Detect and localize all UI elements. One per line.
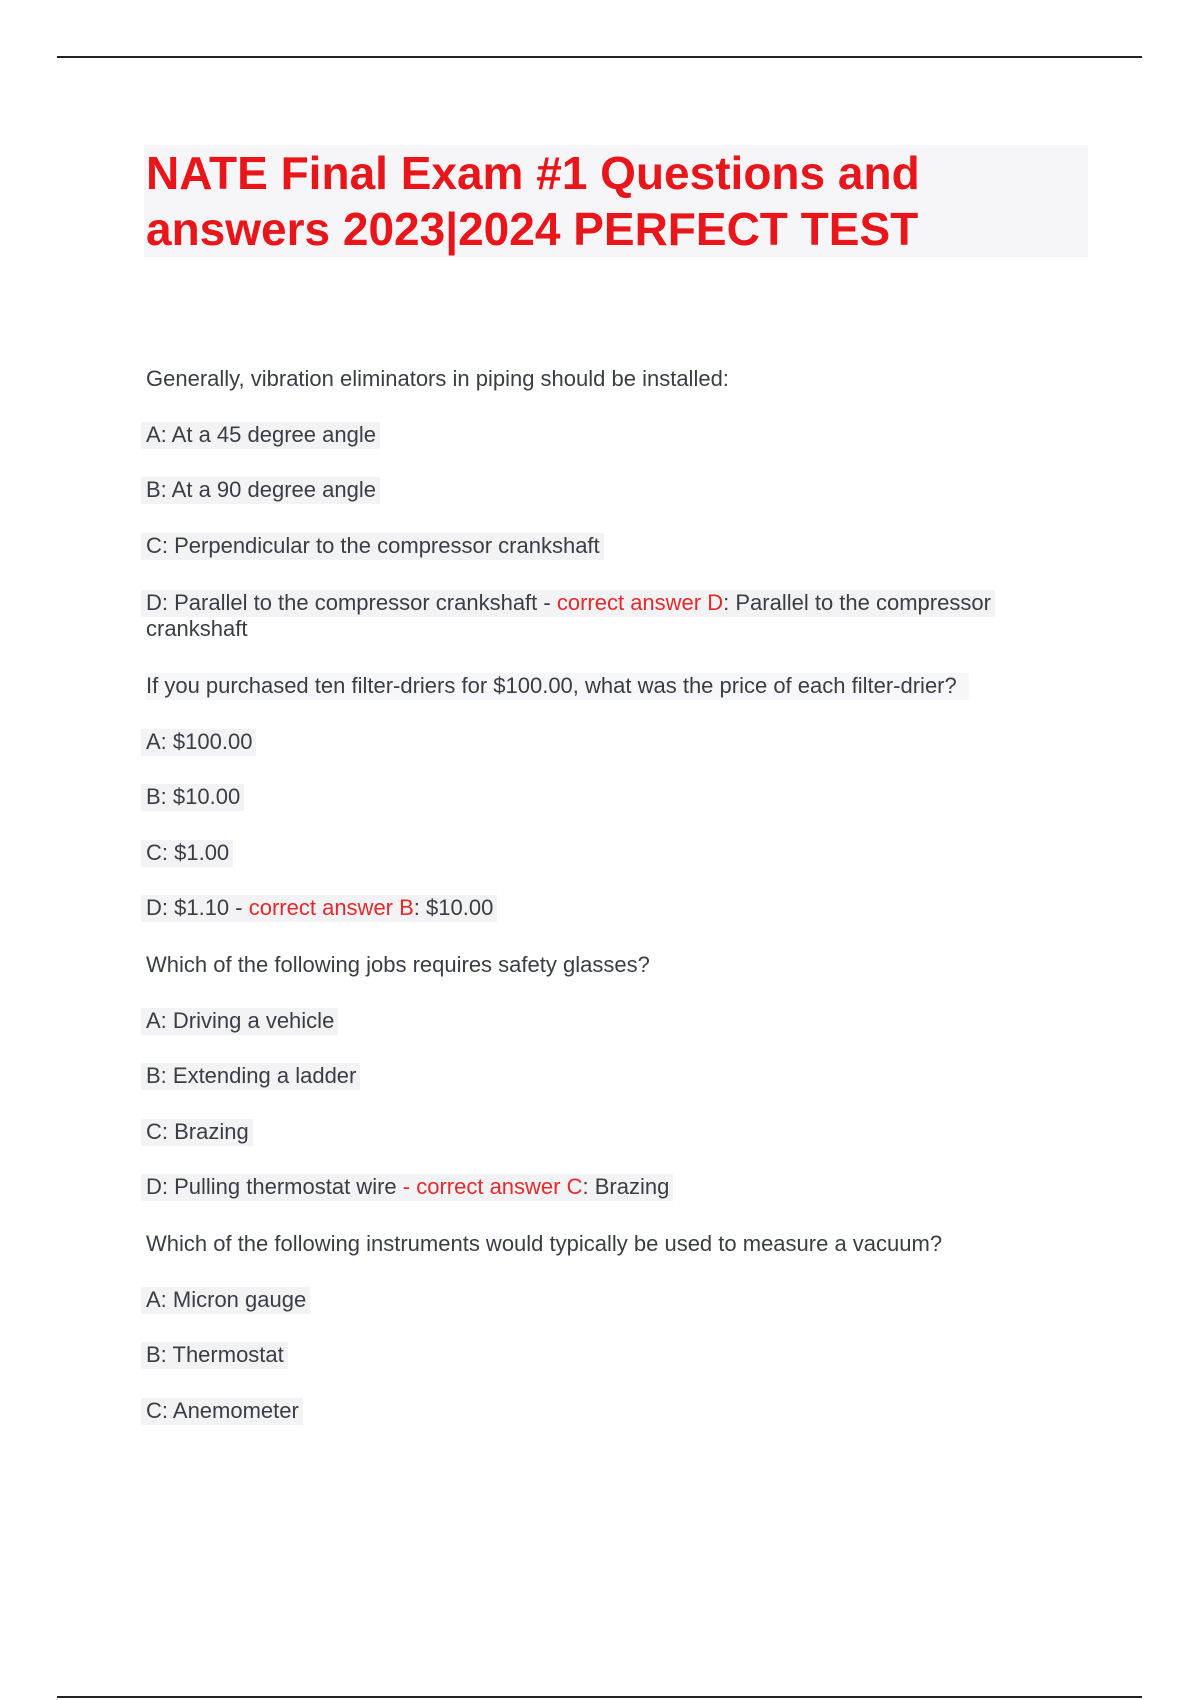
option xyxy=(146,1287,310,1313)
correct-answer-label: correct answer C xyxy=(416,1174,583,1199)
option-text: B: At a 90 degree angle xyxy=(141,477,380,504)
option-text: C: Perpendicular to the compressor crankshaft xyxy=(141,533,604,560)
option-text: B: Extending a ladder xyxy=(141,1063,360,1090)
question-text: Which of the following instruments would typically be used to measure a vacuum? xyxy=(146,1231,943,1256)
question-4 xyxy=(146,1231,942,1257)
answer-line xyxy=(146,1174,673,1200)
question-1 xyxy=(146,366,729,392)
answer-line xyxy=(146,590,995,616)
option-text: C: $1.00 xyxy=(141,840,233,867)
option-text: D: Pulling thermostat wire xyxy=(146,1174,397,1199)
option xyxy=(146,840,233,866)
question-text: Which of the following jobs requires safety glasses? xyxy=(146,952,650,977)
answer-wrap xyxy=(146,616,248,642)
option-text: B: $10.00 xyxy=(141,784,244,811)
option xyxy=(146,1008,338,1034)
document-title-line-2: answers 2023|2024 PERFECT TEST xyxy=(146,203,919,255)
answer-text: : Parallel to the compressor xyxy=(723,590,991,615)
correct-answer-label: correct answer B xyxy=(248,895,414,920)
question-2 xyxy=(146,673,969,699)
option-text: C: Brazing xyxy=(141,1119,253,1146)
answer-dash: - xyxy=(396,1174,417,1199)
option xyxy=(146,1342,288,1368)
option xyxy=(146,533,604,559)
top-rule xyxy=(57,56,1142,58)
option xyxy=(146,477,380,503)
option xyxy=(146,729,256,755)
option xyxy=(146,422,380,448)
question-text: If you purchased ten filter-driers for $100.00, what was the price of each filter-drier? xyxy=(146,673,969,700)
option-text: A: Driving a vehicle xyxy=(141,1008,338,1035)
option-text: B: Thermostat xyxy=(141,1342,288,1369)
option-text: C: Anemometer xyxy=(141,1398,303,1425)
answer-text-wrap: crankshaft xyxy=(146,616,248,641)
option-text: D: $1.10 - xyxy=(146,895,243,920)
option xyxy=(146,1063,360,1089)
answer-text: : Brazing xyxy=(582,1174,670,1199)
question-3 xyxy=(146,952,650,978)
option-text: A: At a 45 degree angle xyxy=(141,422,380,449)
answer-text: : $10.00 xyxy=(413,895,494,920)
option xyxy=(146,1398,303,1424)
question-text: Generally, vibration eliminators in piping should be installed: xyxy=(146,366,729,391)
option-text: A: $100.00 xyxy=(141,729,256,756)
option xyxy=(146,784,244,810)
document-title-line-1: NATE Final Exam #1 Questions and xyxy=(146,147,920,199)
correct-answer-label: correct answer D xyxy=(556,590,724,615)
option xyxy=(146,1119,253,1145)
answer-line xyxy=(146,895,497,921)
option-text: A: Micron gauge xyxy=(141,1287,310,1314)
option-text: D: Parallel to the compressor crankshaft - xyxy=(146,590,551,615)
bottom-rule xyxy=(57,1696,1142,1698)
